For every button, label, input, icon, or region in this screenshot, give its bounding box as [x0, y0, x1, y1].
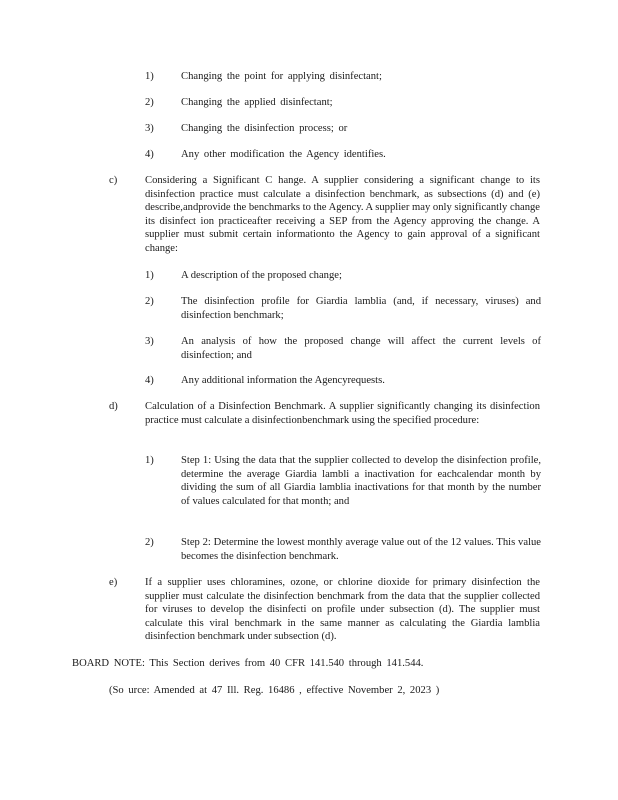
list-label: 4): [145, 149, 154, 160]
list-item: A description of the proposed change;: [181, 270, 342, 281]
list-item: The disinfection profile for Giardia lamblia (and, if necessary, viruses) and disinfection benchmark;: [181, 296, 541, 321]
list-label: 3): [145, 336, 154, 347]
subsection-label: d): [109, 401, 118, 412]
list-item: An analysis of how the proposed change will affect the current levels of disinfection; and: [181, 336, 541, 361]
list-item: Changing the disinfection process; or: [181, 123, 348, 134]
source-note: (So urce: Amended at 47 Ill. Reg. 16486 , effective November 2, 2023 ): [109, 685, 440, 696]
list-label: 1): [145, 71, 154, 82]
list-item: Changing the applied disinfectant;: [181, 97, 333, 108]
subsection-paragraph: Considering a Significant C hange. A supplier considering a significant change to its disinfection practice must calculate a disinfection benchmark, as subsections (d) and (e) describe,andprovide the benchmarks to the Agency. A supplier may only significantly change its disinfect ion practiceafter receiving a SEP from the Agency approving the change. A supplier must submit certain informationto the Agency to gain approval of a significant change:: [145, 175, 540, 254]
subsection-paragraph: Calculation of a Disinfection Benchmark. A supplier significantly changing its disinfection practice must calculate a disinfectionbenchmark using the specified procedure:: [145, 401, 540, 426]
list-label: 1): [145, 455, 154, 466]
board-note: BOARD NOTE: This Section derives from 40 CFR 141.540 through 141.544.: [72, 658, 424, 669]
subsection-label: c): [109, 175, 118, 186]
list-item: Any other modification the Agency identifies.: [181, 149, 386, 160]
list-label: 4): [145, 375, 154, 386]
subsection-label: e): [109, 577, 118, 588]
list-item: Changing the point for applying disinfectant;: [181, 71, 382, 82]
subsection-paragraph: If a supplier uses chloramines, ozone, or chlorine dioxide for primary disinfection the supplier must calculate the disinfection benchmark from the data that the supplier collected for viruses to develop the disinfecti on profile under subsection (d). The supplier must calculate this viral benchmark in the same manner as calculating the Giardia lamblia disinfection benchmark under subsection (d).: [145, 577, 540, 642]
list-label: 1): [145, 270, 154, 281]
list-label: 2): [145, 97, 154, 108]
list-item: Step 1: Using the data that the supplier collected to develop the disinfection profile, determine the average Giardia lambli a inactivation for eachcalendar month by dividing the sum of all Giardia lamblia inactivations for that month by the number of values calculated for that month; and: [181, 455, 541, 507]
list-item: Any additional information the Agencyrequests.: [181, 375, 385, 386]
list-label: 2): [145, 537, 154, 548]
list-label: 3): [145, 123, 154, 134]
list-item: Step 2: Determine the lowest monthly average value out of the 12 values. This value becomes the disinfection benchmark.: [181, 537, 541, 562]
list-label: 2): [145, 296, 154, 307]
